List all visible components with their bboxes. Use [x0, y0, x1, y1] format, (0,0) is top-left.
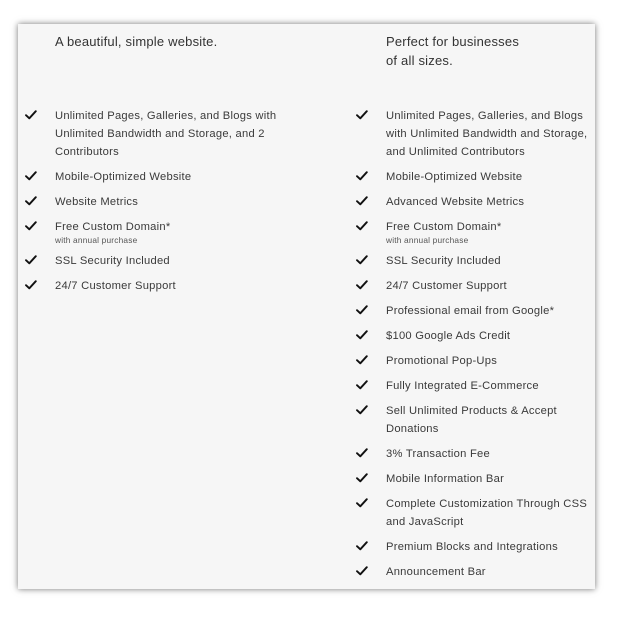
checkmark-icon	[356, 380, 368, 390]
feature-text: Unlimited Pages, Galleries, and Blogs with Unlimited Bandwidth and Storage, and Unlimited Contributors	[386, 110, 588, 158]
feature-item	[356, 352, 595, 370]
checkmark-icon	[25, 280, 37, 290]
feature-text: Announcement Bar	[386, 566, 486, 578]
feature-item	[356, 470, 595, 488]
feature-item	[356, 495, 595, 531]
checkmark-icon	[356, 566, 368, 576]
feature-text: Unlimited Pages, Galleries, and Blogs with Unlimited Bandwidth and Storage, and 2 Contributors	[55, 110, 277, 158]
feature-item	[25, 277, 285, 295]
feature-item	[356, 252, 595, 270]
feature-list	[25, 107, 285, 302]
feature-text: 3% Transaction Fee	[386, 448, 490, 460]
checkmark-icon	[356, 305, 368, 315]
feature-item	[356, 327, 595, 345]
feature-item	[356, 168, 595, 186]
plan-tagline: A beautiful, simple website.	[55, 34, 218, 49]
feature-item	[356, 218, 595, 245]
plan-tagline: Perfect for businesses of all sizes.	[386, 34, 520, 68]
pricing-comparison-panel	[18, 24, 595, 589]
feature-item	[356, 302, 595, 320]
feature-text: Complete Customization Through CSS and JavaScript	[386, 498, 588, 528]
feature-text: $100 Google Ads Credit	[386, 330, 511, 342]
checkmark-icon	[356, 171, 368, 181]
feature-item	[356, 377, 595, 395]
feature-text: 24/7 Customer Support	[386, 280, 507, 292]
feature-item	[356, 402, 595, 438]
feature-text: Mobile Information Bar	[386, 473, 505, 485]
feature-item	[25, 168, 285, 186]
feature-item	[356, 563, 595, 581]
checkmark-icon	[356, 541, 368, 551]
checkmark-icon	[356, 405, 368, 415]
checkmark-icon	[356, 355, 368, 365]
feature-text: Promotional Pop-Ups	[386, 355, 498, 367]
checkmark-icon	[25, 171, 37, 181]
checkmark-icon	[356, 473, 368, 483]
checkmark-icon	[25, 110, 37, 120]
checkmark-icon	[25, 221, 37, 231]
checkmark-icon	[356, 448, 368, 458]
feature-list	[356, 107, 595, 588]
feature-note: with annual purchase	[386, 235, 469, 245]
feature-text: Free Custom Domain*	[55, 221, 171, 233]
checkmark-icon	[356, 221, 368, 231]
checkmark-icon	[356, 196, 368, 206]
feature-text: Professional email from Google*	[386, 305, 555, 317]
checkmark-icon	[356, 255, 368, 265]
checkmark-icon	[356, 330, 368, 340]
feature-text: 24/7 Customer Support	[55, 280, 176, 292]
feature-text: SSL Security Included	[386, 255, 501, 267]
feature-text: Premium Blocks and Integrations	[386, 541, 558, 553]
checkmark-icon	[25, 255, 37, 265]
feature-text: Mobile-Optimized Website	[55, 171, 192, 183]
feature-item	[356, 107, 595, 161]
feature-item	[25, 252, 285, 270]
feature-text: SSL Security Included	[55, 255, 170, 267]
checkmark-icon	[356, 280, 368, 290]
feature-text: Website Metrics	[55, 196, 139, 208]
feature-text: Fully Integrated E-Commerce	[386, 380, 539, 392]
feature-text: Free Custom Domain*	[386, 221, 502, 233]
checkmark-icon	[356, 110, 368, 120]
feature-note: with annual purchase	[55, 235, 138, 245]
feature-item	[356, 538, 595, 556]
feature-text: Mobile-Optimized Website	[386, 171, 523, 183]
feature-item	[356, 277, 595, 295]
checkmark-icon	[356, 498, 368, 508]
feature-item	[356, 445, 595, 463]
feature-item	[356, 193, 595, 211]
feature-item	[25, 107, 285, 161]
feature-text: Advanced Website Metrics	[386, 196, 525, 208]
feature-item	[25, 218, 285, 245]
checkmark-icon	[25, 196, 37, 206]
feature-text: Sell Unlimited Products & Accept Donations	[386, 405, 557, 435]
feature-item	[25, 193, 285, 211]
